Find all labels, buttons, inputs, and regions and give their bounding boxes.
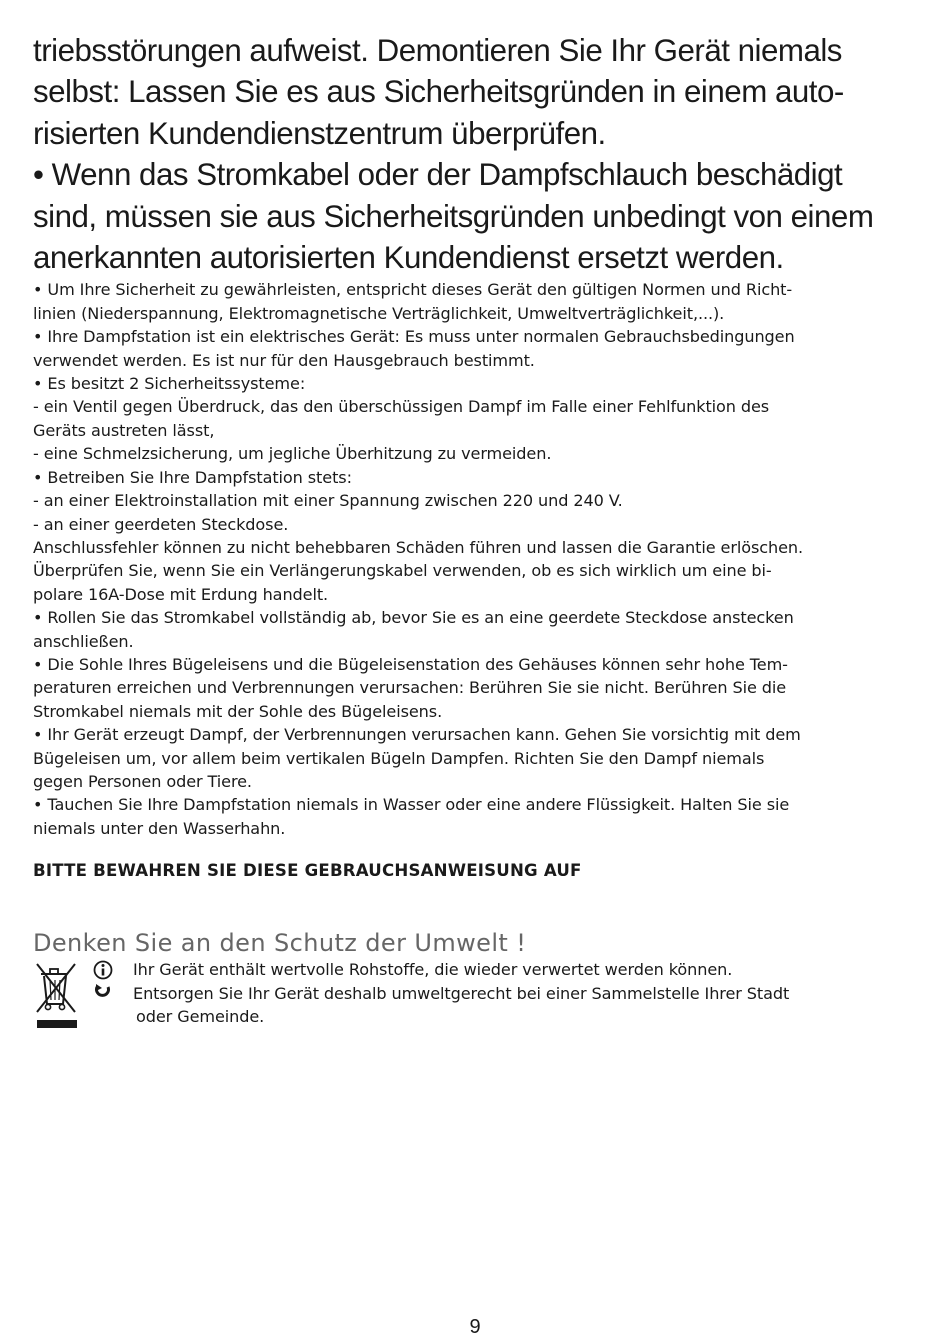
- environment-action-line: oder Gemeinde.: [136, 1007, 265, 1026]
- safety-line: Stromkabel niemals mit der Sohle des Bügeleisens.: [33, 701, 443, 721]
- safety-line: - an einer geerdeten Steckdose.: [33, 514, 289, 534]
- crossed-out-bin-icon: [33, 960, 81, 1030]
- environment-action-line: Entsorgen Sie Ihr Gerät deshalb umweltgerecht bei einer Sammelstelle Ihrer Stadt: [133, 983, 790, 1003]
- intro-line: selbst: Lassen Sie es aus Sicherheitsgründen in einem auto-: [33, 74, 844, 110]
- safety-line: niemals unter den Wasserhahn.: [33, 818, 286, 838]
- environment-text: [133, 958, 789, 1028]
- safety-line: gegen Personen oder Tiere.: [33, 771, 252, 791]
- safety-line: - ein Ventil gegen Überdruck, das den überschüssigen Dampf im Falle einer Fehlfunktion des: [33, 397, 770, 417]
- safety-line: verwendet werden. Es ist nur für den Hausgebrauch bestimmt.: [33, 350, 535, 370]
- hook-arrow-icon: [93, 983, 113, 1003]
- safety-line: Geräts austreten lässt,: [33, 420, 215, 440]
- safety-line: • Es besitzt 2 Sicherheitssysteme:: [33, 374, 306, 394]
- safety-line: • Um Ihre Sicherheit zu gewährleisten, entspricht dieses Gerät den gültigen Normen und Richt-: [33, 280, 793, 300]
- safety-line: • Die Sohle Ihres Bügeleisens und die Bügeleisenstation des Gehäuses können sehr hohe Tem-: [33, 654, 788, 674]
- safety-line: • Betreiben Sie Ihre Dampfstation stets:: [33, 467, 352, 487]
- intro-line: • Wenn das Stromkabel oder der Dampfschlauch beschädigt: [33, 157, 843, 193]
- intro-line: anerkannten autorisierten Kundendienst ersetzt werden.: [33, 240, 784, 276]
- safety-line: • Ihre Dampfstation ist ein elektrisches Gerät: Es muss unter normalen Gebrauchsbedingungen: [33, 327, 795, 347]
- intro-line: sind, müssen sie aus Sicherheitsgründen unbedingt von einem: [33, 198, 874, 234]
- safety-line: Überprüfen Sie, wenn Sie ein Verlängerungskabel verwenden, ob es sich wirklich um eine bi-: [33, 561, 772, 581]
- safety-line: Anschlussfehler können zu nicht behebbaren Schäden führen und lassen die Garantie erlöschen.: [33, 537, 804, 557]
- safety-line: - eine Schmelzsicherung, um jegliche Überhitzung zu vermeiden.: [33, 444, 552, 464]
- safety-line: • Tauchen Sie Ihre Dampfstation niemals in Wasser oder eine andere Flüssigkeit. Halten Sie sie: [33, 795, 790, 815]
- safety-line: polare 16A-Dose mit Erdung handelt.: [33, 584, 329, 604]
- intro-line: risierten Kundendienstzentrum überprüfen.: [33, 115, 606, 151]
- safety-line: linien (Niederspannung, Elektromagnetische Verträglichkeit, Umweltverträglichkeit,...).: [33, 303, 725, 323]
- safety-line: • Rollen Sie das Stromkabel vollständig ab, bevor Sie es an eine geerdete Steckdose anstecken: [33, 608, 794, 628]
- safety-instructions: [33, 278, 921, 840]
- page-number: 9: [469, 1316, 481, 1338]
- safety-line: Bügeleisen um, vor allem beim vertikalen Bügeln Dampfen. Richten Sie den Dampf niemals: [33, 748, 765, 768]
- intro-paragraph: [33, 30, 921, 278]
- environment-info-line: Ihr Gerät enthält wertvolle Rohstoffe, die wieder verwertet werden können.: [133, 960, 733, 980]
- keep-instructions-heading: BITTE BEWAHREN SIE DIESE GEBRAUCHSANWEISUNG AUF: [33, 861, 582, 881]
- safety-line: peraturen erreichen und Verbrennungen verursachen: Berühren Sie sie nicht. Berühren Sie die: [33, 678, 787, 698]
- environment-section: [33, 958, 921, 1038]
- environment-heading: Denken Sie an den Schutz der Umwelt !: [33, 929, 527, 958]
- safety-line: • Ihr Gerät erzeugt Dampf, der Verbrennungen verursachen kann. Gehen Sie vorsichtig mit dem: [33, 725, 801, 745]
- page-content: [33, 30, 921, 1038]
- safety-line: - an einer Elektroinstallation mit einer Spannung zwischen 220 und 240 V.: [33, 491, 623, 511]
- safety-line: anschließen.: [33, 631, 134, 651]
- info-icon: [93, 960, 113, 980]
- intro-line: triebsstörungen aufweist. Demontieren Sie Ihr Gerät niemals: [33, 33, 842, 68]
